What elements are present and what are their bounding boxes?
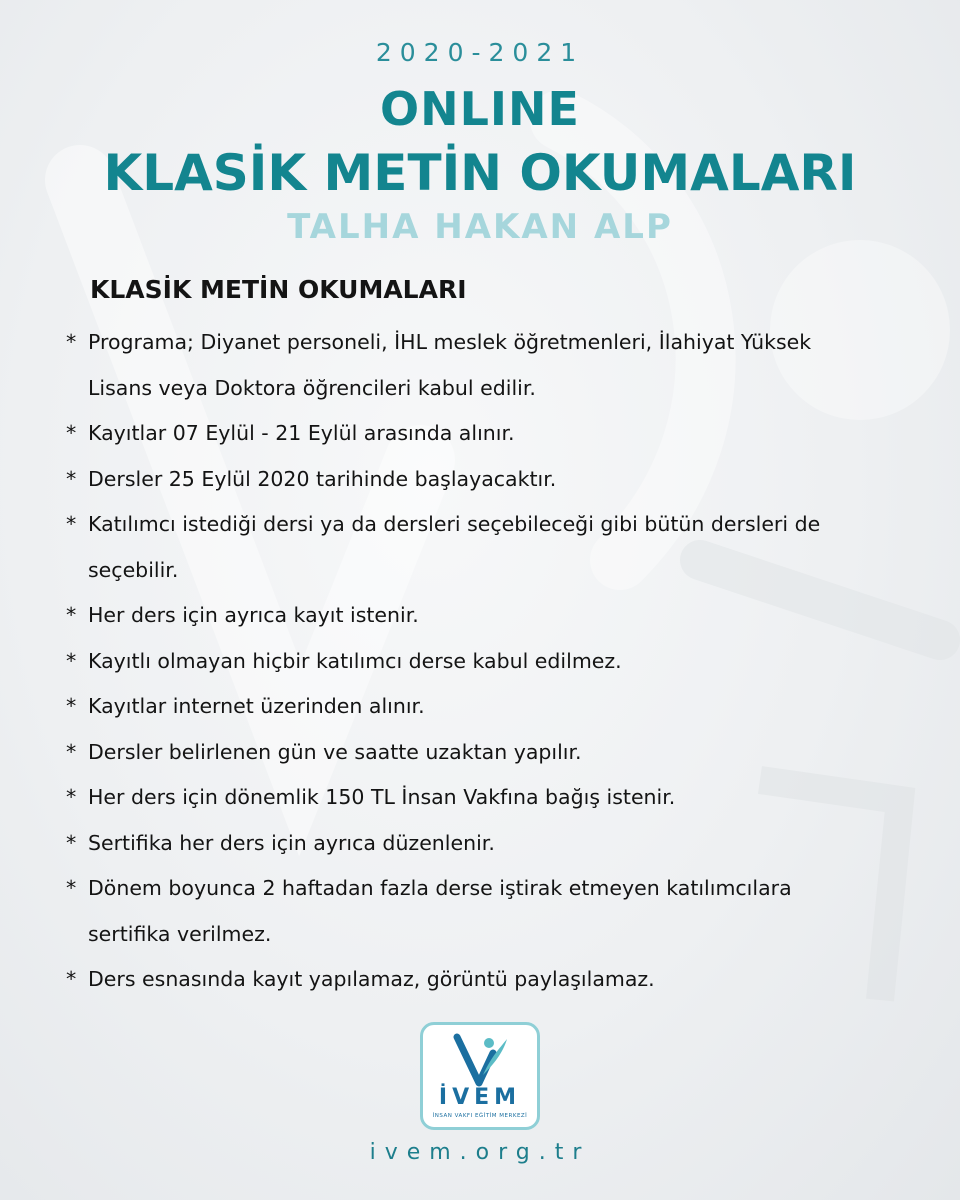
ivem-v-logo-icon — [453, 1031, 513, 1087]
title-course-name: KLASİK METİN OKUMALARI — [103, 144, 857, 202]
bullet-star: * — [66, 421, 77, 445]
rule-line: Lisans veya Doktora öğrencileri kabul edilir. — [88, 375, 536, 400]
bullet-star: * — [66, 512, 77, 536]
rule-line: seçebilir. — [88, 557, 179, 582]
academic-year: 2020-2021 — [375, 38, 585, 67]
rule-line: Her ders için dönemlik 150 TL İnsan Vakfına bağış istenir. — [88, 785, 676, 809]
bullet-star: * — [66, 603, 77, 627]
rule-line: Kayıtlar 07 Eylül - 21 Eylül arasında alınır. — [88, 421, 515, 445]
rule-line: Ders esnasında kayıt yapılamaz, görüntü paylaşılamaz. — [88, 967, 655, 991]
rule-line: Sertifika her ders için ayrıca düzenlenir. — [88, 830, 495, 855]
bullet-star: * — [66, 739, 77, 764]
bullet-star: * — [66, 876, 77, 900]
rule-line: sertifika verilmez. — [88, 921, 272, 946]
rule-item — [66, 684, 916, 730]
logo-wordmark: İVEM — [438, 1085, 522, 1110]
bullet-star: * — [66, 466, 77, 491]
rule-line: Her ders için ayrıca kayıt istenir. — [88, 603, 419, 627]
rule-item — [66, 866, 916, 957]
section-heading: KLASİK METİN OKUMALARI — [90, 275, 467, 304]
rule-line: Katılımcı istediği dersi ya da dersleri seçebileceği gibi bütün dersleri de — [88, 512, 821, 536]
bullet-star: * — [66, 785, 77, 809]
rule-line: Programa; Diyanet personeli, İHL meslek öğretmenleri, İlahiyat Yüksek — [88, 330, 812, 354]
website-url[interactable]: ivem.org.tr — [369, 1140, 591, 1165]
rule-item — [66, 320, 916, 411]
rule-item — [66, 457, 916, 503]
rule-item — [66, 593, 916, 639]
rule-item — [66, 821, 916, 867]
title-online: ONLINE — [380, 82, 580, 136]
rule-item — [66, 957, 916, 1003]
rule-item — [66, 502, 916, 593]
rule-line: Dersler belirlenen gün ve saatte uzaktan yapılır. — [88, 739, 582, 764]
rules-list — [66, 320, 916, 1003]
bullet-star: * — [66, 330, 77, 354]
rule-item — [66, 775, 916, 821]
bullet-star: * — [66, 648, 77, 673]
rule-line: Dersler 25 Eylül 2020 tarihinde başlayacaktır. — [88, 466, 557, 491]
rule-line: Dönem boyunca 2 haftadan fazla derse iştirak etmeyen katılımcılara — [88, 876, 792, 900]
bullet-star: * — [66, 830, 77, 855]
bullet-star: * — [66, 694, 77, 718]
logo-subtitle: İNSAN VAKFI EĞİTİM MERKEZİ — [432, 1113, 528, 1119]
ivem-logo — [420, 1022, 540, 1130]
rule-item — [66, 730, 916, 776]
rule-item — [66, 411, 916, 457]
instructor-name: TALHA HAKAN ALP — [287, 207, 673, 247]
rule-line: Kayıtlı olmayan hiçbir katılımcı derse kabul edilmez. — [88, 648, 622, 673]
rule-line: Kayıtlar internet üzerinden alınır. — [88, 694, 425, 718]
rule-item — [66, 639, 916, 685]
bullet-star: * — [66, 967, 77, 991]
